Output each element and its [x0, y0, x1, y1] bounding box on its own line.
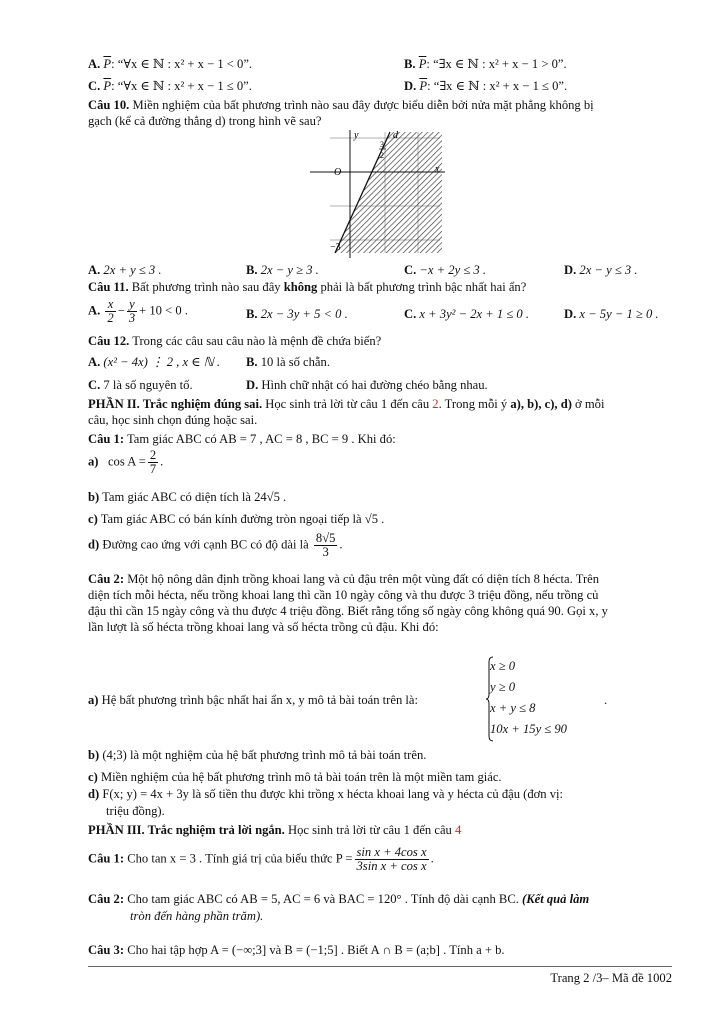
q9-option-b: B. $\overline{P}$: “∃x ∈ ℕ : x² + x − 1 > 0”. [404, 57, 567, 71]
part2-c1-b: b) Tam giác ABC có diện tích là 24√5 . [88, 490, 287, 504]
part2-c2-d: d) F(x; y) = 4x + 3y là số tiền thu được khi trồng x hécta khoai lang và y hécta củ đậu (đơn vị: [88, 787, 564, 801]
q10-question: Câu 10. Miền nghiệm của bất phương trình nào sau đây được biểu diễn bởi nửa mặt phẳng không bị [88, 98, 594, 112]
q11-option-b: B. 2x − 3y + 5 < 0 . [246, 307, 348, 321]
footer-rule [88, 966, 672, 967]
page-footer: Trang 2 /3– Mã đề 1002 [550, 971, 672, 985]
part2-c1-question: Câu 1: Tam giác ABC có AB = 7 , AC = 8 , BC = 9 . Khi đó: [88, 432, 396, 446]
part3-c1: Câu 1: Cho tan x = 3 . Tính giá trị của biểu thức P = $\frac{\text{sin x + 4cos x}}{\text{3sin x + cos x}}$ . [88, 845, 434, 873]
part2-c2-line2: diện tích mỗi hécta, nếu trồng khoai lang thì cần 10 ngày công và thu được 3 triệu đồng, nếu trồng củ [88, 588, 599, 602]
q10-option-c: C. −x + 2y ≤ 3 . [404, 263, 486, 277]
part2-c2-line4: lần lượt là số hécta trồng khoai lang và số hécta trồng củ đậu. Khi đó: [88, 620, 439, 634]
q12-option-b: B. 10 là số chẵn. [246, 355, 330, 369]
part2-heading: PHẦN II. Trắc nghiệm đúng sai. Học sinh trả lời từ câu 1 đến câu 2. Trong mỗi ý a), b), c), d) ở mỗi [88, 397, 605, 411]
q10-shaded-region [335, 132, 442, 253]
part3-c3: Câu 3: Cho hai tập hợp A = (−∞;3] và B = (−1;5] . Biết A ∩ B = (a;b] . Tính a + b. [88, 943, 505, 957]
q11-option-d: D. x − 5y − 1 ≥ 0 . [564, 307, 659, 321]
part3-c2-line1: Câu 2: Cho tam giác ABC có AB = 5, AC = 6 và BAC = 120° . Tính độ dài cạnh BC. (Kết quả làm [88, 892, 590, 906]
part2-c1-c: c) Tam giác ABC có bán kính đường tròn ngoại tiếp là √5 . [88, 512, 385, 526]
q11-question: Câu 11. Bất phương trình nào sau đây không phải là bất phương trình bậc nhất hai ẩn? [88, 280, 527, 294]
q9-option-c: C. $\overline{P}$: “∀x ∈ ℕ : x² + x − 1 ≤ 0”. [88, 79, 252, 93]
q10-y-label: y [354, 130, 359, 141]
q10-option-d: D. 2x − y ≤ 3 . [564, 263, 638, 277]
q11-option-a: A. $\frac{x}{2}$ − $\frac{y}{3}$ + 10 < 0 . [88, 297, 188, 325]
q10-option-b: B. 2x − y ≥ 3 . [246, 263, 319, 277]
part2-intro-line2: câu, học sinh chọn đúng hoặc sai. [88, 413, 258, 427]
q10-origin-label: O [334, 167, 342, 178]
q10-minus3-label: −3 [330, 242, 341, 253]
part3-heading: PHẦN III. Trắc nghiệm trả lời ngắn. Học sinh trả lời từ câu 1 đến câu 4 [88, 823, 462, 837]
part2-c2-line1: Câu 2: Một hộ nông dân định trồng khoai lang và củ đậu trên một vùng đất có diện tích 8 hécta. Trên [88, 572, 600, 586]
system-line-3: x + y ≤ 8 [490, 701, 536, 715]
q10-frac-num: 3 [380, 140, 384, 149]
q12-option-c: C. 7 là số nguyên tố. [88, 378, 193, 392]
q9-option-d: D. $\overline{P}$: “∃x ∈ ℕ : x² + x − 1 ≤ 0”. [404, 79, 568, 93]
q10-frac-den: 2 [380, 151, 384, 160]
q9-option-a: A. $\overline{P}$: “∀x ∈ ℕ : x² + x − 1 < 0”. [88, 57, 253, 71]
q10-question-line2: gạch (kể cả đường thẳng d) trong hình vẽ sau? [88, 114, 322, 128]
q10-figure [290, 128, 450, 260]
q10-option-a: A. 2x + y ≤ 3 . [88, 263, 162, 277]
part2-c1-d: d) Đường cao ứng với cạnh BC có độ dài là $\frac{8√5}{3}$ . [88, 531, 343, 559]
q10-x-label: x [435, 164, 440, 175]
system-line-2: y ≥ 0 [490, 680, 516, 694]
q10-d-label: d [393, 130, 398, 141]
system-line-1: x ≥ 0 [490, 659, 516, 673]
part2-c2-d-line2: triệu đồng). [106, 804, 165, 818]
system-line-4: 10x + 15y ≤ 90 [490, 722, 567, 736]
part2-c2-a: a) Hệ bất phương trình bậc nhất hai ẩn x, y mô tả bài toán trên là: [88, 693, 418, 707]
part2-c1-a: a) cos A = $\frac{2}{7}$ . [88, 448, 164, 476]
q11-option-c: C. x + 3y² − 2x + 1 ≤ 0 . [404, 307, 530, 321]
q12-option-a: A. (x² − 4x) ⋮ 2 , x ∈ ℕ . [88, 355, 221, 369]
part2-c2-line3: đậu thì cần 15 ngày công và thu được 4 triệu đồng. Biết rằng tổng số ngày công không quá 90. Gọi x, y [88, 604, 608, 618]
part2-c2-b: b) (4;3) là một nghiệm của hệ bất phương trình mô tả bài toán trên. [88, 748, 427, 762]
part3-c2-line2: tròn đến hàng phần trăm). [130, 909, 264, 923]
part2-c2-c: c) Miền nghiệm của hệ bất phương trình mô tả bài toán trên là một miền tam giác. [88, 770, 502, 784]
system-end-dot: . [604, 693, 608, 707]
q12-question: Câu 12. Trong các câu sau câu nào là mệnh đề chứa biến? [88, 334, 382, 348]
q12-option-d: D. Hình chữ nhật có hai đường chéo bằng nhau. [246, 378, 488, 392]
